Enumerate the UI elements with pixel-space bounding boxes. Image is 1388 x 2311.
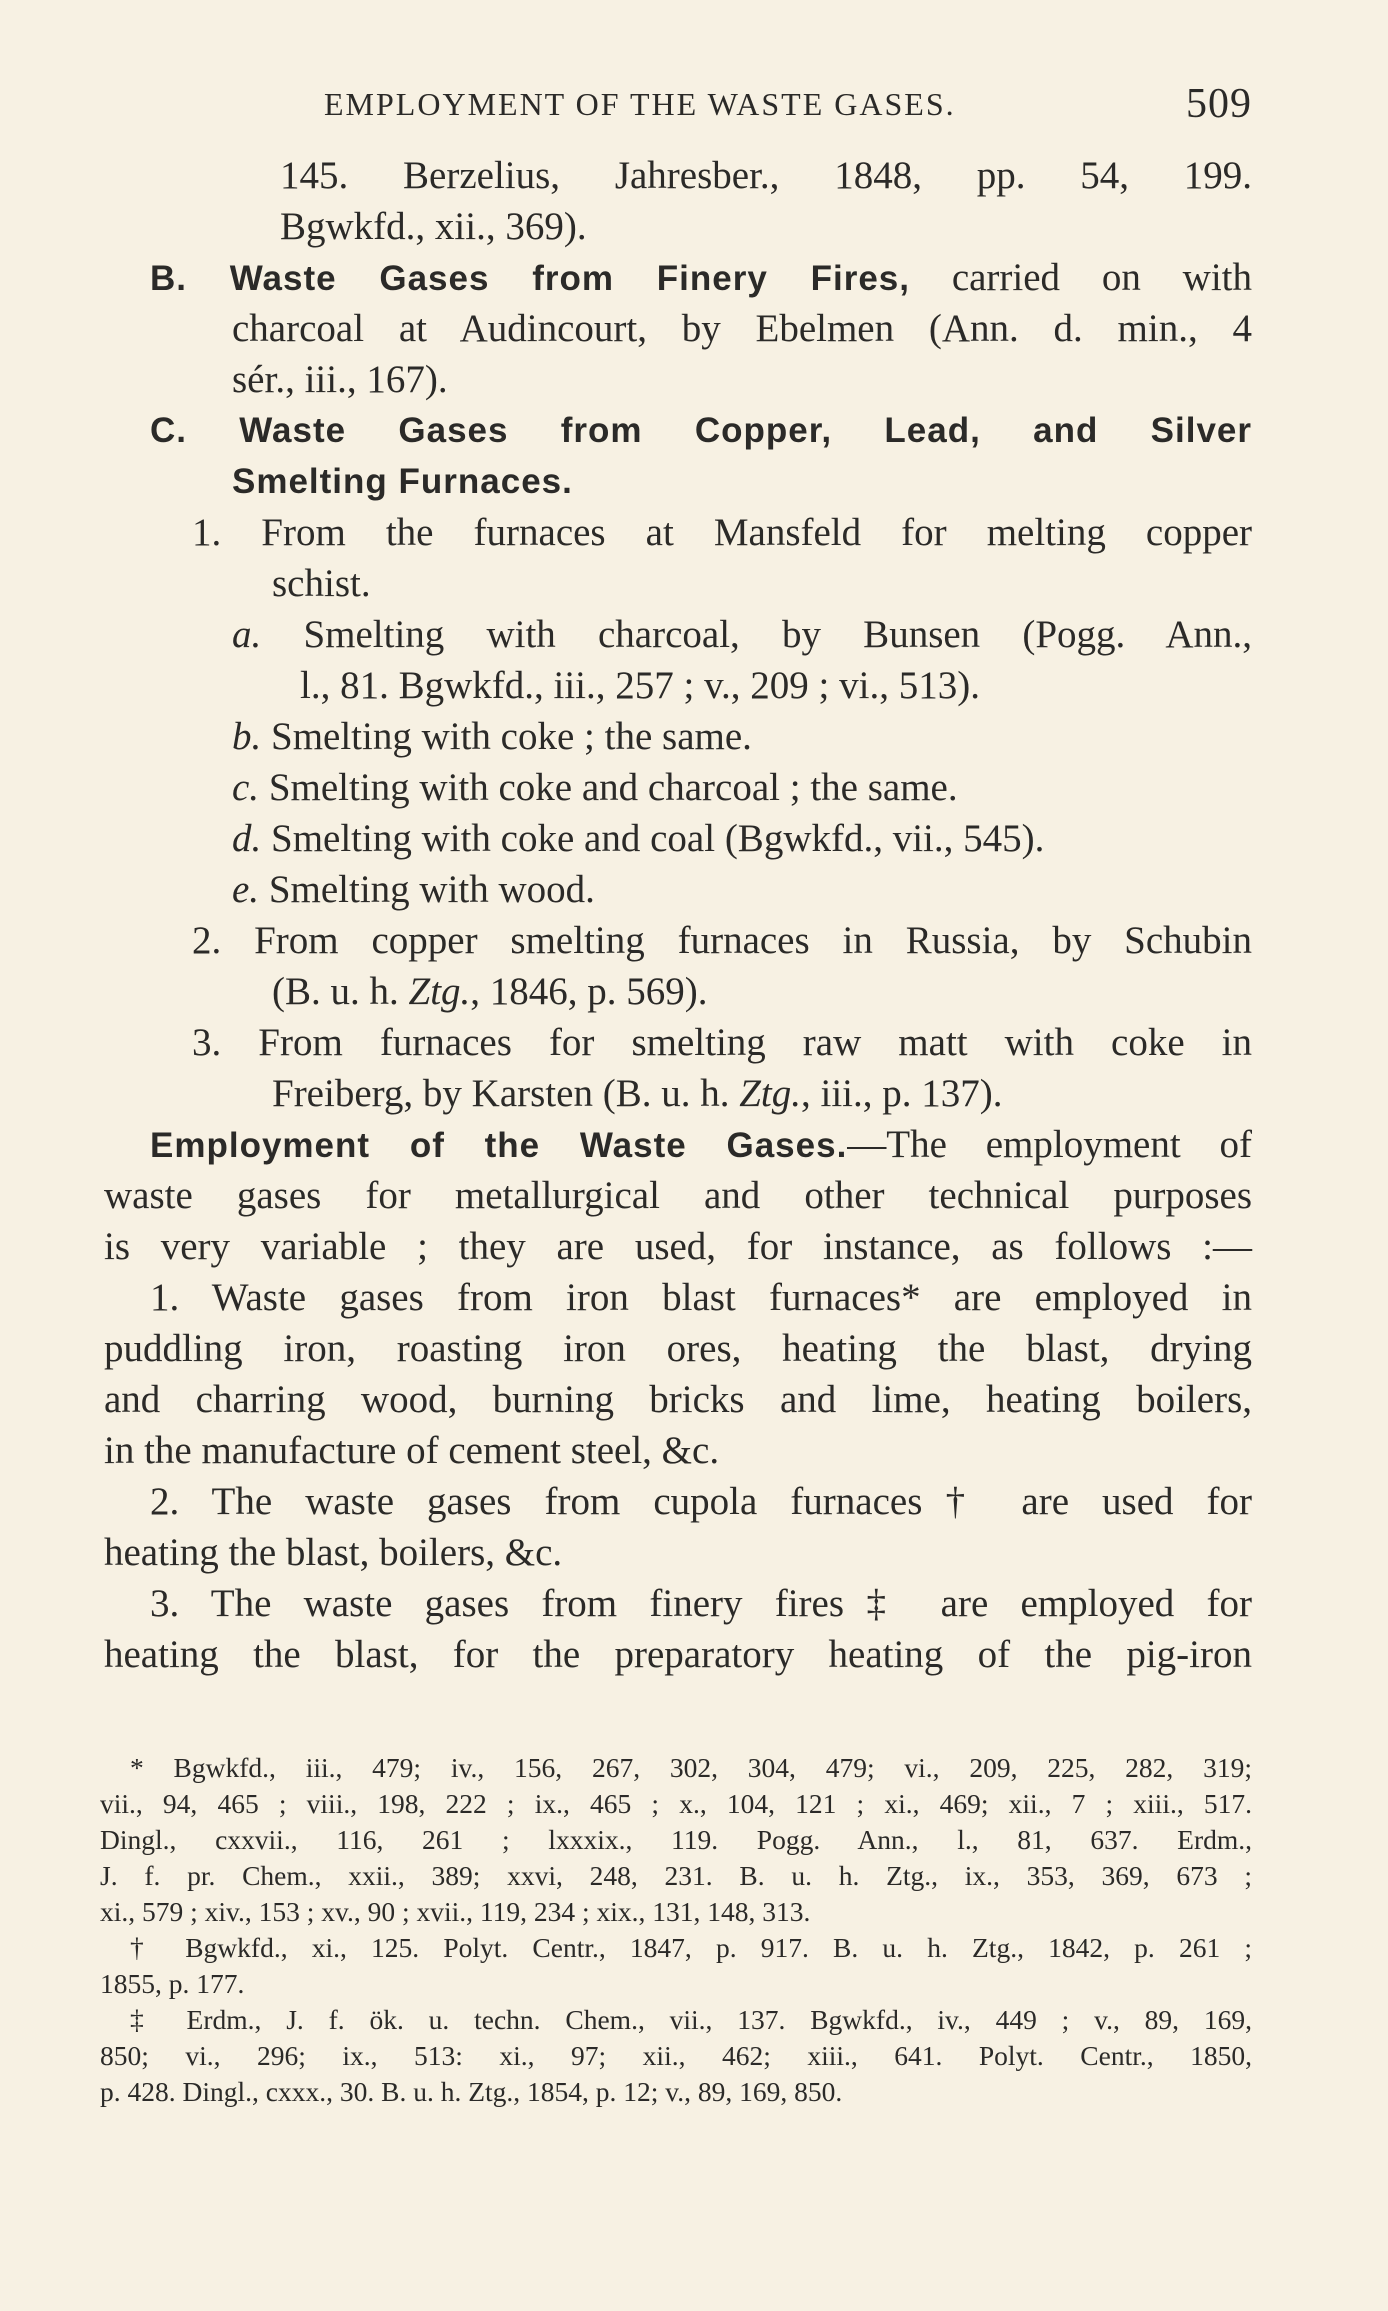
text-span: Smelting with coke and charcoal ; the same. [268,766,958,809]
text-span: Smelting with wood. [268,868,595,911]
text-line: sér., iii., 167). [232,358,448,401]
list-item: 2. From copper smelting furnaces in Russia, by Schubin [192,919,1252,962]
section-c-heading: C. Waste Gases from Copper, Lead, and Silver [150,411,1252,450]
list-item: 3. From furnaces for smelting raw matt with coke in [192,1021,1252,1064]
text-span: , iii., p. 137). [800,1072,1003,1115]
footnote-line: 1855, p. 177. [100,1968,245,1999]
footnote-line: J. f. pr. Chem., xxii., 389; xxvi, 248, 231. B. u. h. Ztg., ix., 353, 369, 673 ; [100,1860,1252,1891]
text-line: in the manufacture of cement steel, &c. [104,1429,720,1472]
text-span: (B. u. h. [272,970,399,1013]
text-span: , 1846, p. 569). [470,970,708,1013]
text-span: Smelting with coke ; the same. [271,715,752,758]
item-letter: b. [232,715,262,758]
list-item: 3. The waste gases from finery fires‡ are employed for [150,1582,1252,1625]
text-span: Ztg. [739,1072,801,1115]
text-span: —The employment of [847,1123,1252,1166]
footnote-line: Dingl., cxxvii., 116, 261 ; lxxxix., 119. Pogg. Ann., l., 81, 637. Erdm., [100,1824,1252,1855]
sub-item-c [232,762,958,813]
section-heading-line [150,1119,1252,1170]
item-letter: a. [232,613,262,656]
text-line: charcoal at Audincourt, by Ebelmen (Ann. d. min., 4 [232,307,1252,350]
section-b-heading: B. Waste Gases from Finery Fires, [150,259,910,298]
footnote-line: † Bgwkfd., xi., 125. Polyt. Centr., 1847, p. 917. B. u. h. Ztg., 1842, p. 261 ; [130,1932,1252,1963]
text-line: heating the blast, for the preparatory heating of the pig-iron [104,1633,1252,1676]
text-line: heating the blast, boilers, &c. [104,1531,563,1574]
running-title: EMPLOYMENT OF THE WASTE GASES. [324,86,956,122]
page-number: 509 [1186,81,1252,127]
text-line: puddling iron, roasting iron ores, heating the blast, drying [104,1327,1252,1370]
footnote-line: xi., 579 ; xiv., 153 ; xv., 90 ; xvii., 119, 234 ; xix., 131, 148, 313. [100,1896,811,1927]
list-item: 1. From the furnaces at Mansfeld for melting copper [192,511,1252,554]
list-item: 2. The waste gases from cupola furnaces† are used for [150,1480,1252,1523]
text-line [272,966,708,1017]
item-letter: e. [232,868,260,911]
text-span: Freiberg, by Karsten (B. u. h. [272,1072,730,1115]
text-span: Smelting with charcoal, by Bunsen (Pogg. Ann., [303,613,1252,656]
footnote-line: vii., 94, 465 ; viii., 198, 222 ; ix., 465 ; x., 104, 121 ; xi., 469; xii., 7 ; xiii., 517. [100,1788,1252,1819]
text-span: Ztg. [408,970,471,1013]
section-b-line [150,252,1252,303]
text-line: 145. Berzelius, Jahresber., 1848, pp. 54, 199. [280,154,1252,197]
text-line [272,1068,1002,1119]
item-letter: d. [232,817,262,860]
section-heading: Employment of the Waste Gases. [150,1126,848,1165]
text-line: and charring wood, burning bricks and lime, heating boilers, [104,1378,1252,1421]
text-line: l., 81. Bgwkfd., iii., 257 ; v., 209 ; vi., 513). [300,664,980,707]
item-letter: c. [232,766,260,809]
sub-item-a [232,609,1252,660]
text-line: schist. [272,562,371,605]
list-item: 1. Waste gases from iron blast furnaces* are employed in [150,1276,1252,1319]
footnote-line: p. 428. Dingl., cxxx., 30. B. u. h. Ztg., 1854, p. 12; v., 89, 169, 850. [100,2076,843,2107]
text-line: waste gases for metallurgical and other technical purposes [104,1174,1252,1217]
sub-item-d [232,813,1044,864]
footnote-line: * Bgwkfd., iii., 479; iv., 156, 267, 302, 304, 479; vi., 209, 225, 282, 319; [130,1752,1252,1783]
running-header [104,80,1252,128]
sub-item-b [232,711,752,762]
sub-item-e [232,864,595,915]
text-line: Bgwkfd., xii., 369). [280,205,587,248]
footnote-line: ‡ Erdm., J. f. ök. u. techn. Chem., vii., 137. Bgwkfd., iv., 449 ; v., 89, 169, [130,2004,1252,2035]
section-c-heading-cont: Smelting Furnaces. [232,462,573,501]
footnote-line: 850; vi., 296; ix., 513: xi., 97; xii., 462; xiii., 641. Polyt. Centr., 1850, [100,2040,1252,2071]
text-span: Smelting with coke and coal (Bgwkfd., vii., 545). [271,817,1045,860]
text-line: is very variable ; they are used, for instance, as follows :— [104,1225,1252,1268]
text-span: carried on with [951,256,1253,299]
